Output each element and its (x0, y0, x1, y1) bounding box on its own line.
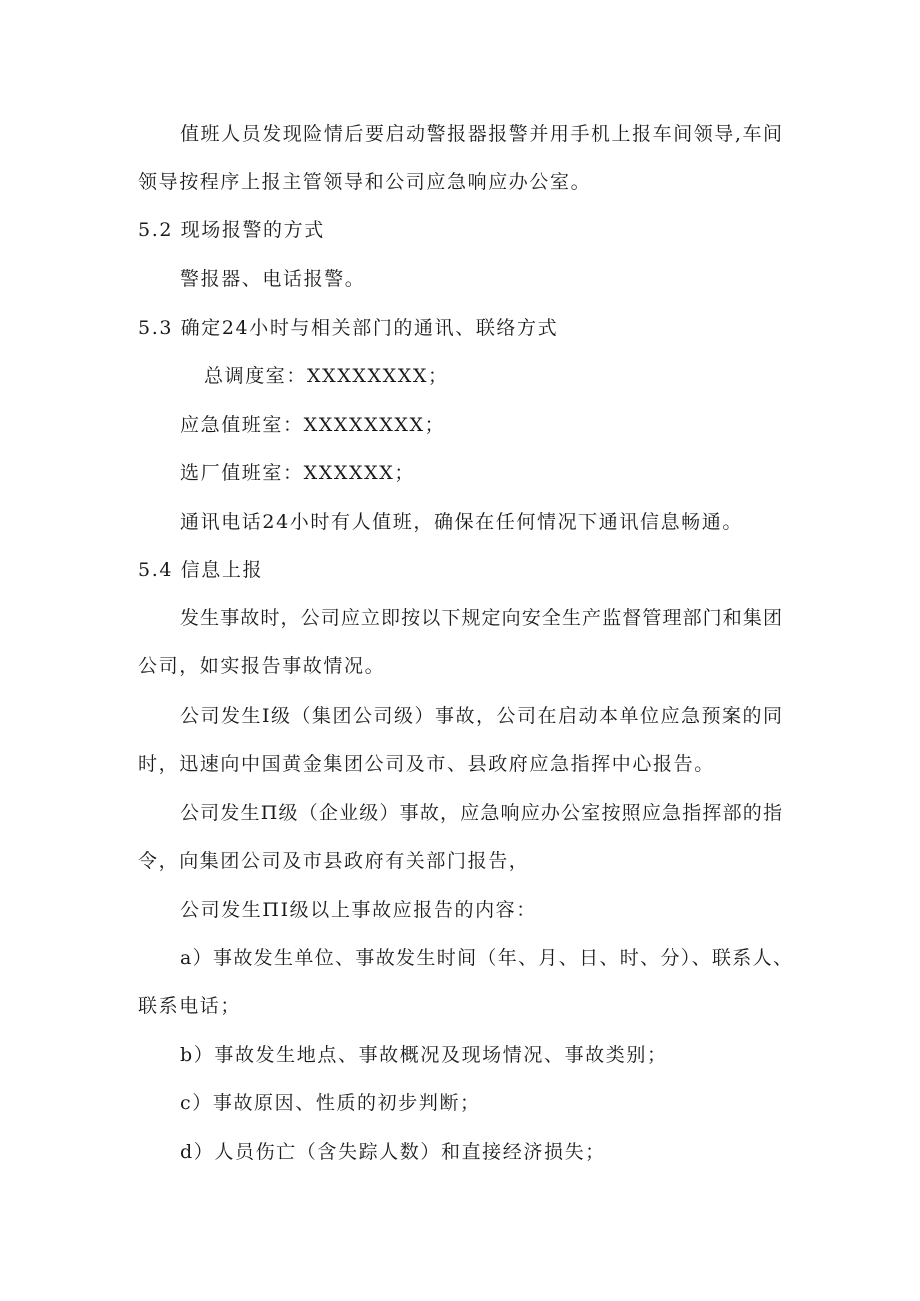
paragraph-line: 令，向集团公司及市县政府有关部门报告， (138, 850, 530, 872)
paragraph-line: 通讯电话24小时有人值班，确保在任何情况下通讯信息畅通。 (180, 511, 743, 533)
paragraph-line: 公司，如实报告事故情况。 (138, 655, 386, 677)
list-item-b: b）事故发生地点、事故概况及现场情况、事故类别； (180, 1044, 668, 1066)
contact-line: 总调度室：XXXXXXXX； (204, 365, 449, 387)
contact-line: 选厂值班室：XXXXXX； (180, 462, 415, 484)
list-item-a: a）事故发生单位、事故发生时间（年、月、日、时、分）、联系人、 (180, 947, 792, 969)
paragraph-line: 公司发生Ⅰ级（集团公司级）事故，公司在启动本单位应急预案的同 (180, 705, 782, 727)
paragraph-line: 时，迅速向中国黄金集团公司及市、县政府应急指挥中心报告。 (138, 753, 715, 775)
section-heading-5-3: 5.3 确定24小时与相关部门的通讯、联络方式 (138, 317, 559, 339)
section-heading-5-2: 5.2 现场报警的方式 (138, 219, 325, 241)
list-item-d: d）人员伤亡（含失踪人数）和直接经济损失； (180, 1141, 606, 1163)
paragraph-line: 发生事故时，公司应立即按以下规定向安全生产监督管理部门和集团 (180, 607, 782, 629)
contact-line: 应急值班室：XXXXXXXX； (180, 414, 446, 436)
paragraph-line: 值班人员发现险情后要启动警报器报警并用手机上报车间领导,车间 (180, 123, 782, 145)
paragraph-line: 公司发生Π级（企业级）事故，应急响应办公室按照应急指挥部的指 (180, 802, 782, 824)
list-item-a-continued: 联系电话； (138, 995, 242, 1017)
list-item-c: c）事故原因、性质的初步判断； (180, 1092, 481, 1114)
paragraph-line: 领导按程序上报主管领导和公司应急响应办公室。 (138, 171, 592, 193)
paragraph-line: 公司发生ΠⅠ级以上事故应报告的内容： (180, 899, 537, 921)
section-heading-5-4: 5.4 信息上报 (138, 559, 264, 581)
paragraph-line: 警报器、电话报警。 (180, 268, 366, 290)
